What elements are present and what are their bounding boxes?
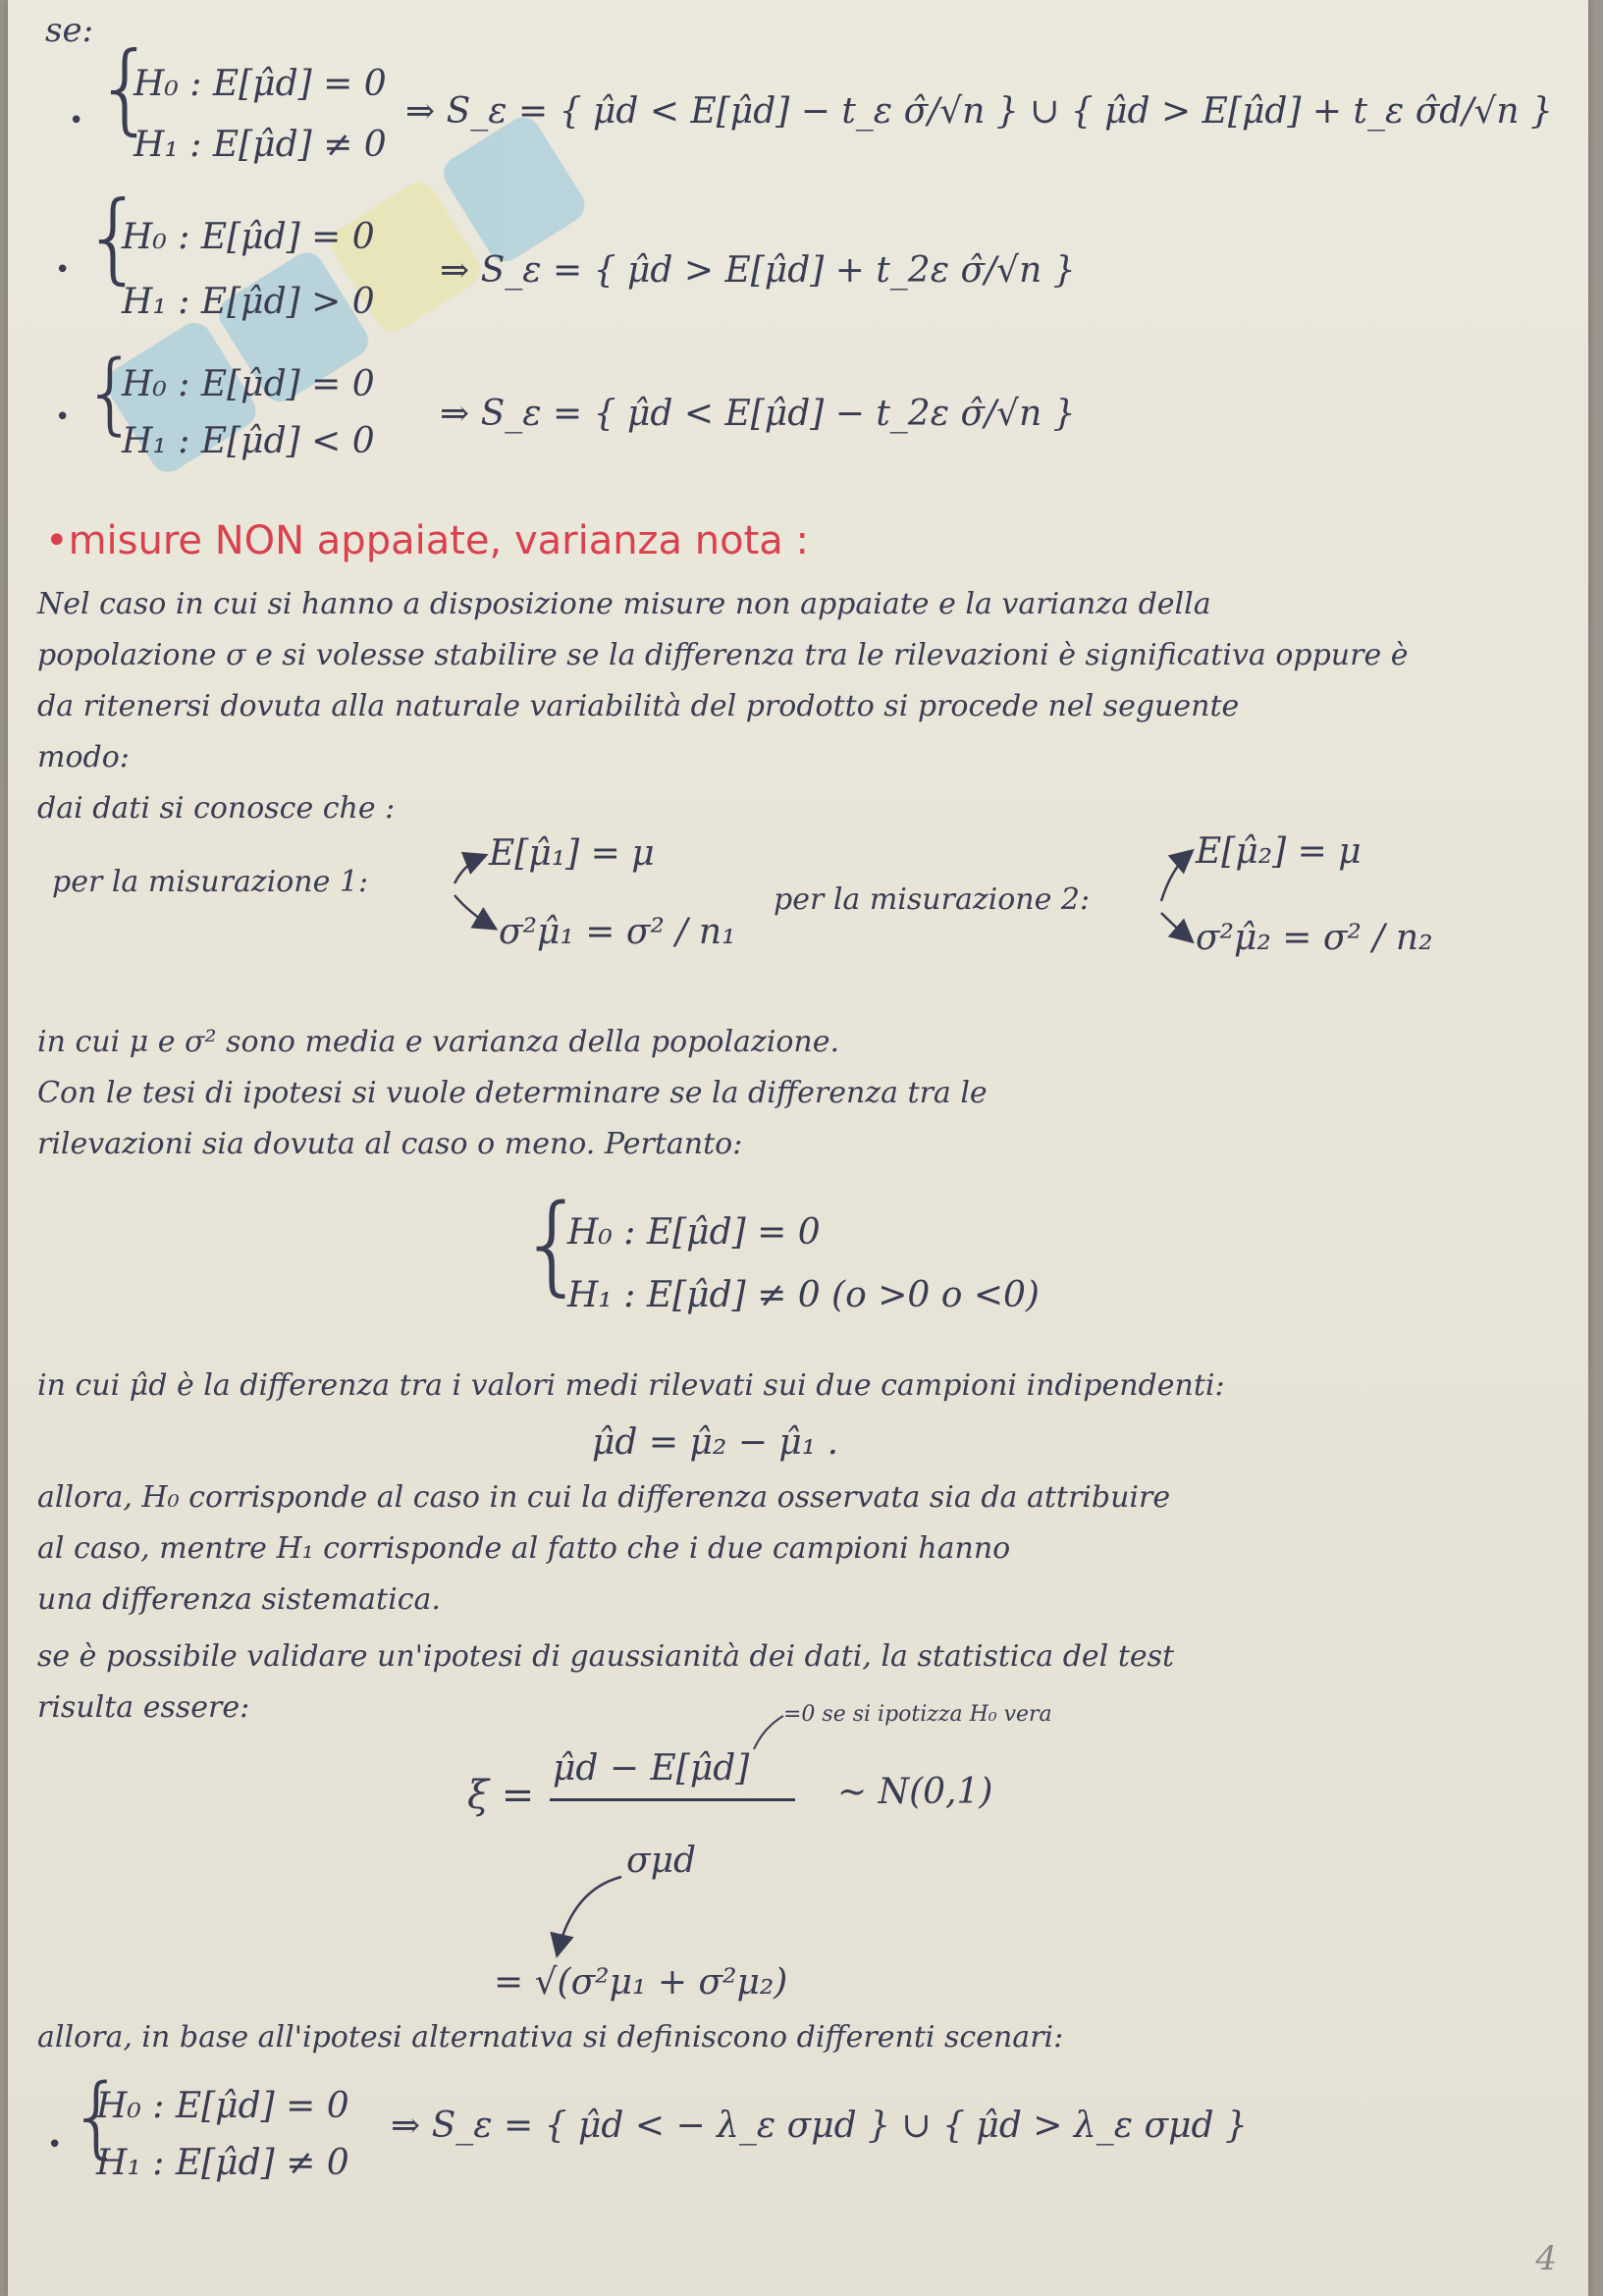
- arrow-to-sigma-formula: [558, 1877, 621, 1953]
- measurement-1-label: per la misurazione 1:: [52, 865, 369, 899]
- case1-h1: H₁ : E[μ̂d] ≠ 0: [134, 125, 387, 165]
- case2-h0: H₀ : E[μ̂d] = 0: [122, 217, 375, 257]
- text-line: allora, in base all'ipotesi alternativa si definiscono differenti scenari:: [37, 2020, 1064, 2055]
- left-brace: {: [82, 180, 145, 294]
- null-hypothesis-note: =0 se si ipotizza H₀ vera: [783, 1702, 1052, 1727]
- text-line: se è possibile validare un'ipotesi di gaussianità dei dati, la statistica del test: [37, 1639, 1175, 1674]
- measurement-1-mean: E[μ̂₁] = μ: [489, 833, 655, 874]
- top-label: se:: [45, 11, 94, 50]
- text-line: da ritenersi dovuta alla naturale variabilità del prodotto si procede nel seguente: [37, 689, 1240, 723]
- arrow-to-mean-1: [454, 856, 484, 883]
- bottom-case-h1: H₁ : E[μ̂d] ≠ 0: [96, 2143, 349, 2183]
- text-line: allora, H₀ corrisponde al caso in cui la differenza osservata sia da attribuire: [37, 1480, 1171, 1515]
- measurement-2-label: per la misurazione 2:: [774, 882, 1091, 917]
- statistic-denominator: σμd: [626, 1841, 697, 1881]
- text-line: rilevazioni sia dovuta al caso o meno. Pertanto:: [37, 1127, 743, 1161]
- text-line: popolazione σ e si volesse stabilire se la differenza tra le rilevazioni è significativa oppure è: [37, 638, 1409, 672]
- case1-h0: H₀ : E[μ̂d] = 0: [134, 64, 387, 104]
- case2-h1: H₁ : E[μ̂d] > 0: [122, 282, 375, 322]
- arrow-to-variance-2: [1161, 913, 1191, 940]
- statistic-symbol: ξ =: [467, 1773, 535, 1818]
- difference-formula: μ̂d = μ̂₂ − μ̂₁ .: [592, 1422, 839, 1463]
- text-line: Con le tesi di ipotesi si vuole determinare se la differenza tra le: [37, 1076, 988, 1110]
- notebook-page: [8, 0, 1588, 2296]
- measurement-1-variance: σ²μ̂₁ = σ² / n₁: [499, 912, 736, 952]
- text-line: al caso, mentre H₁ corrisponde al fatto che i due campioni hanno: [37, 1531, 1011, 1566]
- measurement-2-mean: E[μ̂₂] = μ: [1196, 831, 1362, 872]
- bottom-case-rejection-region: ⇒ S_ε = { μ̂d < − λ_ε σμd } ∪ { μ̂d > λ_ε σμd }: [391, 2106, 1248, 2146]
- hypothesis-h0: H₀ : E[μ̂d] = 0: [567, 1212, 821, 1253]
- bullet-dot: •: [47, 2130, 63, 2160]
- text-line: una differenza sistematica.: [37, 1582, 441, 1617]
- case2-rejection-region: ⇒ S_ε = { μ̂d > E[μ̂d] + t_2ε σ̂/√n }: [440, 250, 1076, 291]
- case1-rejection-region: ⇒ S_ε = { μ̂d < E[μ̂d] − t_ε σ̂/√n } ∪ { μ̂d > E[μ̂d] + t_ε σ̂d/√n }: [405, 91, 1553, 132]
- statistic-numerator: μ̂d − E[μ̂d]: [553, 1748, 750, 1789]
- fraction-bar: [550, 1798, 795, 1801]
- measurement-2-variance: σ²μ̂₂ = σ² / n₂: [1196, 918, 1433, 958]
- text-line: Nel caso in cui si hanno a disposizione misure non appaiate e la varianza della: [37, 587, 1211, 621]
- text-line: modo:: [37, 740, 130, 774]
- text-line: risulta essere:: [37, 1690, 250, 1725]
- left-brace: {: [94, 30, 157, 145]
- text-line: in cui μ̂d è la differenza tra i valori medi rilevati sui due campioni indipendenti:: [37, 1368, 1225, 1403]
- bullet-dot: •: [55, 402, 71, 432]
- text-line: dai dati si conosce che :: [37, 791, 396, 826]
- text-line: in cui μ e σ² sono media e varianza della popolazione.: [37, 1025, 840, 1059]
- bullet-dot: •: [69, 106, 84, 135]
- paragraph-difference: [37, 1361, 1225, 1412]
- case3-rejection-region: ⇒ S_ε = { μ̂d < E[μ̂d] − t_2ε σ̂/√n }: [440, 394, 1076, 434]
- page-number: 4: [1535, 2239, 1557, 2278]
- section-heading: [45, 518, 809, 563]
- bullet-dot: •: [55, 255, 71, 285]
- arrow-to-variance-1: [454, 895, 494, 928]
- case3-h0: H₀ : E[μ̂d] = 0: [122, 364, 375, 404]
- paragraph-population: [37, 1017, 988, 1170]
- case3-h1: H₁ : E[μ̂d] < 0: [122, 421, 375, 461]
- sigma-difference-formula: = √(σ²μ₁ + σ²μ₂): [494, 1962, 788, 2002]
- left-brace: {: [518, 1181, 587, 1307]
- hypothesis-h1: H₁ : E[μ̂d] ≠ 0 (o >0 o <0): [567, 1275, 1040, 1315]
- heading-text: misure NON appaiate, varianza nota :: [68, 518, 809, 563]
- statistic-distribution: ~ N(0,1): [837, 1772, 993, 1812]
- heading-bullet: •: [45, 518, 69, 563]
- bottom-case-h0: H₀ : E[μ̂d] = 0: [96, 2086, 349, 2126]
- paragraph-intro: [37, 579, 1409, 834]
- paragraph-scenarios: [37, 2012, 1063, 2063]
- paragraph-h0-h1-meaning: [37, 1472, 1170, 1626]
- left-brace: {: [82, 342, 139, 445]
- left-brace: {: [69, 2065, 126, 2168]
- arrow-to-mean-2: [1161, 852, 1191, 901]
